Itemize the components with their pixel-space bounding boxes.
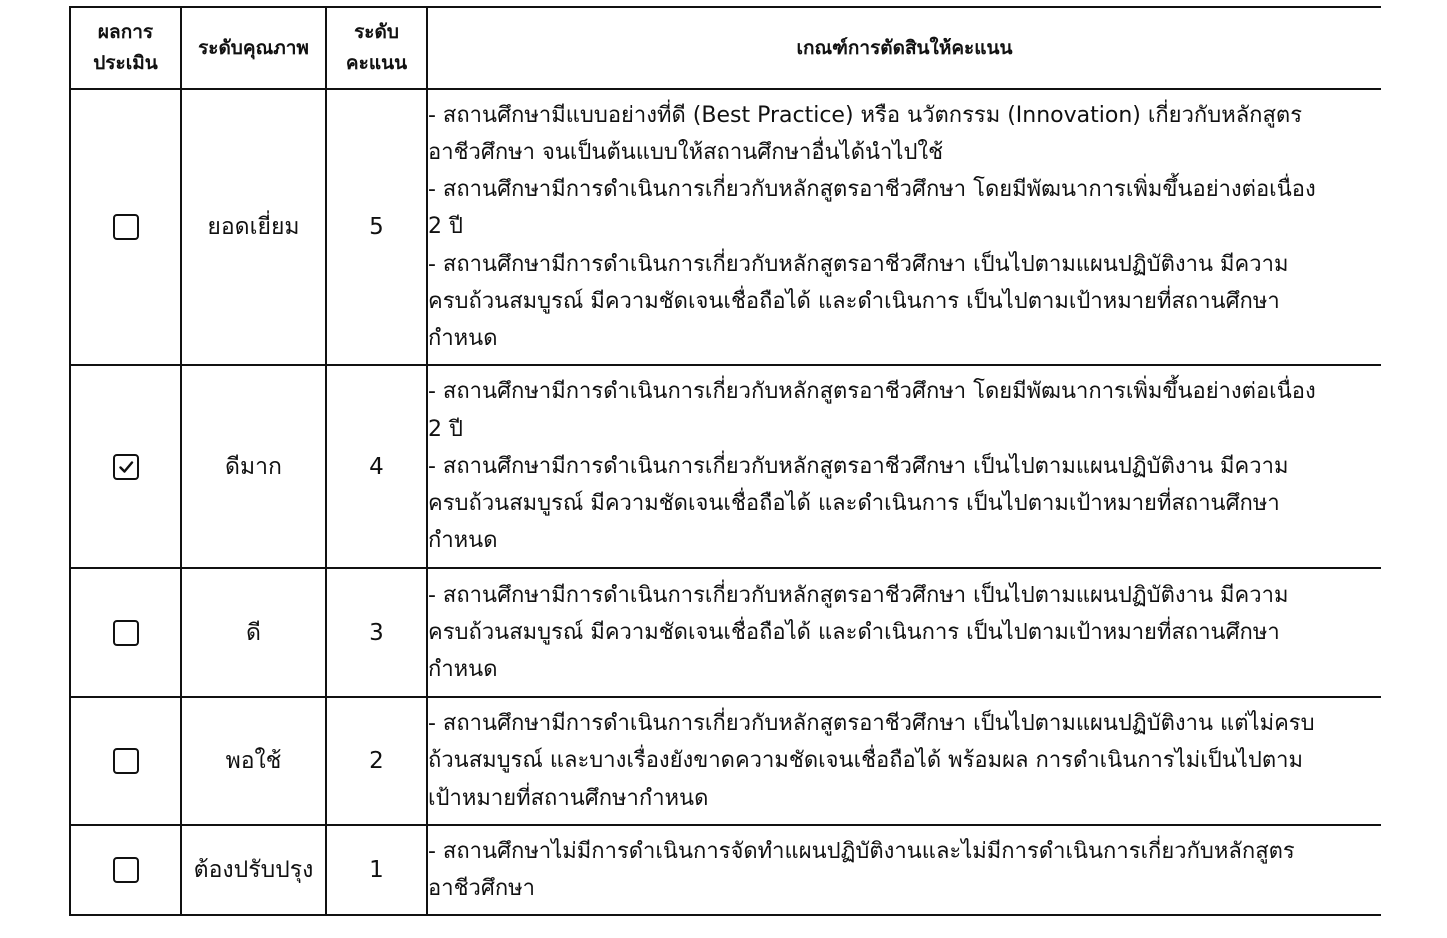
table-row [70,89,1381,365]
table-header [70,7,1381,89]
criteria-cell [427,365,1381,568]
table-row [70,365,1381,568]
header-level-text: ระดับคุณภาพ [198,36,309,59]
criteria-line: - สถานศึกษาไม่มีการดำเนินการจัดทำแผนปฏิบัติงานและไม่มีการดำเนินการเกี่ยวกับหลักสูตร [428,838,1295,864]
quality-level-cell: ต้องปรับปรุง [181,825,326,915]
assessment-rubric-table [69,6,1381,916]
unchecked-checkbox[interactable] [113,214,139,240]
criteria-line: ครบถ้วนสมบูรณ์ มีความชัดเจนเชื่อถือได้ และดำเนินการ เป็นไปตามเป้าหมายที่สถานศึกษา [428,491,1280,517]
score-cell: 3 [326,568,427,697]
criteria-line: - สถานศึกษามีการดำเนินการเกี่ยวกับหลักสูตรอาชีวศึกษา เป็นไปตามแผนปฏิบัติงาน มีความ [428,251,1289,277]
unchecked-checkbox[interactable] [113,620,139,646]
quality-level-cell: พอใช้ [181,697,326,825]
result-cell [70,89,181,365]
criteria-cell [427,89,1381,365]
header-score-line-2: คะแนน [345,52,408,74]
result-cell [70,568,181,697]
table-row [70,825,1381,915]
header-score [326,7,427,89]
header-score-line-1: ระดับ [354,21,399,43]
score-cell: 4 [326,365,427,568]
result-cell [70,697,181,825]
criteria-line: 2 ปี [428,214,463,240]
result-cell [70,365,181,568]
score-cell: 2 [326,697,427,825]
criteria-line: ครบถ้วนสมบูรณ์ มีความชัดเจนเชื่อถือได้ และดำเนินการ เป็นไปตามเป้าหมายที่สถานศึกษา [428,619,1280,645]
criteria-line: - สถานศึกษามีการดำเนินการเกี่ยวกับหลักสูตรอาชีวศึกษา โดยมีพัฒนาการเพิ่มขึ้นอย่างต่อเนื่อง [428,379,1316,405]
criteria-line: อาชีวศึกษา จนเป็นต้นแบบให้สถานศึกษาอื่นได้นำไปใช้ [428,139,944,165]
table-body [70,89,1381,915]
criteria-line: เป้าหมายที่สถานศึกษากำหนด [428,785,709,811]
criteria-line: ถ้วนสมบูรณ์ และบางเรื่องยังขาดความชัดเจนเชื่อถือได้ พร้อมผล การดำเนินการไม่เป็นไปตาม [428,748,1303,774]
criteria-line: กำหนด [428,528,498,554]
criteria-line: - สถานศึกษามีการดำเนินการเกี่ยวกับหลักสูตรอาชีวศึกษา เป็นไปตามแผนปฏิบัติงาน แต่ไม่ครบ [428,711,1315,737]
score-cell: 5 [326,89,427,365]
criteria-line: กำหนด [428,657,498,683]
unchecked-checkbox[interactable] [113,857,139,883]
header-row [70,7,1381,89]
header-criteria-text: เกณฑ์การตัดสินให้คะแนน [796,36,1013,59]
checkmark-icon [117,458,135,476]
header-criteria [427,7,1381,89]
criteria-line: 2 ปี [428,416,463,442]
checked-checkbox[interactable] [113,454,139,480]
result-cell [70,825,181,915]
quality-level-cell: ยอดเยี่ยม [181,89,326,365]
score-cell: 1 [326,825,427,915]
criteria-line: อาชีวศึกษา [428,876,535,901]
unchecked-checkbox[interactable] [113,748,139,774]
criteria-cell [427,568,1381,697]
criteria-line: - สถานศึกษามีการดำเนินการเกี่ยวกับหลักสูตรอาชีวศึกษา เป็นไปตามแผนปฏิบัติงาน มีความ [428,453,1289,479]
criteria-cell [427,697,1381,825]
header-result-line-2: ประเมิน [93,52,158,74]
quality-level-cell: ดี [181,568,326,697]
criteria-cell [427,825,1381,915]
header-level [181,7,326,89]
table-row [70,697,1381,825]
criteria-line: ครบถ้วนสมบูรณ์ มีความชัดเจนเชื่อถือได้ และดำเนินการ เป็นไปตามเป้าหมายที่สถานศึกษา [428,288,1280,314]
criteria-line: กำหนด [428,326,498,351]
quality-level-cell: ดีมาก [181,365,326,568]
criteria-line: - สถานศึกษามีการดำเนินการเกี่ยวกับหลักสูตรอาชีวศึกษา โดยมีพัฒนาการเพิ่มขึ้นอย่างต่อเนื่อง [428,177,1316,203]
header-result-line-1: ผลการ [97,21,154,43]
header-result [70,7,181,89]
criteria-line: - สถานศึกษามีแบบอย่างที่ดี (Best Practice) หรือ นวัตกรรม (Innovation) เกี่ยวกับหลักสูตร [428,102,1303,128]
criteria-line: - สถานศึกษามีการดำเนินการเกี่ยวกับหลักสูตรอาชีวศึกษา เป็นไปตามแผนปฏิบัติงาน มีความ [428,582,1289,608]
table-row [70,568,1381,697]
